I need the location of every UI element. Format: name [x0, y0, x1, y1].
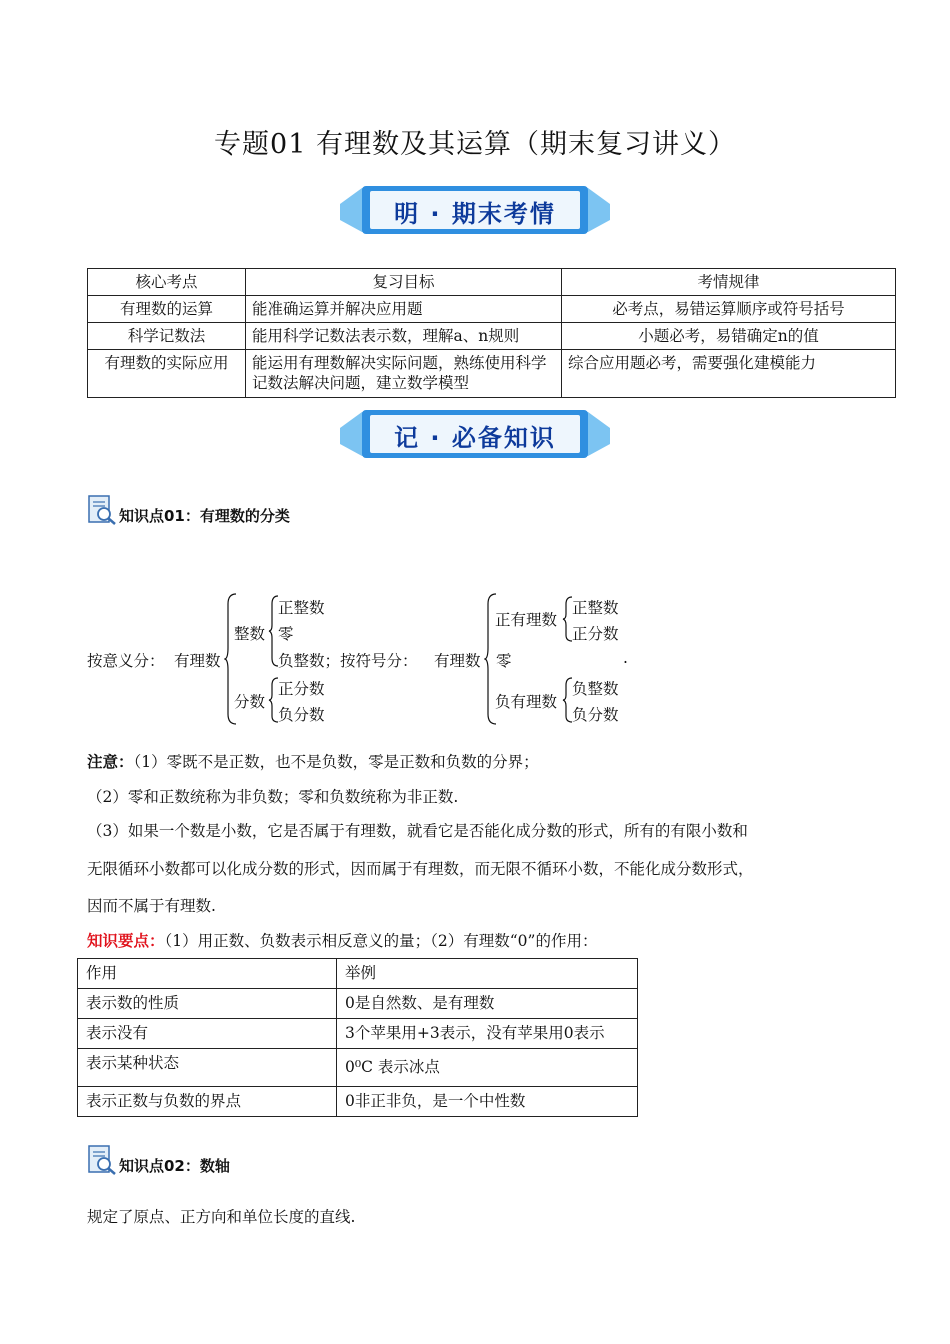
table-cell: 0⁰C 表示冰点	[337, 1049, 638, 1087]
negative-integer-label: 负整数；按符号分：	[278, 652, 418, 670]
rational-label-2: 有理数	[434, 652, 481, 670]
table-cell: 表示某种状态	[78, 1049, 337, 1087]
table-header: 核心考点	[88, 269, 246, 296]
positive-fraction-label: 正分数	[278, 680, 325, 698]
positive-rational-label: 正有理数	[495, 611, 558, 629]
section-banner-knowledge	[340, 406, 610, 462]
knowledge-point-title: 知识点01：有理数的分类	[119, 507, 290, 525]
table-cell: 3个苹果用+3表示，没有苹果用0表示	[337, 1019, 638, 1049]
table-cell: 能准确运算并解决应用题	[246, 296, 562, 323]
table-header: 举例	[337, 959, 638, 989]
table-cell: 能用科学记数法表示数，理解a、n规则	[246, 323, 562, 350]
number-line-definition: 规定了原点、正方向和单位长度的直线.	[87, 1208, 356, 1226]
note-line-1	[87, 750, 539, 772]
note-line-3: （3）如果一个数是小数，它是否属于有理数，就看它是否能化成分数的形式，所有的有限小数和	[87, 822, 748, 840]
table-cell: 能运用有理数解决实际问题，熟练使用科学记数法解决问题，建立数学模型	[246, 350, 562, 398]
table-header: 考情规律	[562, 269, 896, 296]
note-line-4: 无限循环小数都可以化成分数的形式，因而属于有理数，而无限不循环小数，不能化成分数形式，	[87, 860, 754, 878]
note-text: （1）零既不是正数，也不是负数，零是正数和负数的分界；	[133, 753, 539, 771]
table-cell: 0非正非负，是一个中性数	[337, 1087, 638, 1117]
negative-integer-label-2: 负整数	[572, 680, 619, 698]
table-header: 复习目标	[246, 269, 562, 296]
rational-label: 有理数	[174, 652, 221, 670]
banner-title: 明 · 期末考情	[394, 200, 556, 228]
key-points-line	[87, 929, 597, 951]
knowledge-point-heading	[87, 1142, 230, 1176]
key-points-label: 知识要点：	[87, 932, 165, 950]
integer-label: 整数	[234, 625, 266, 643]
table-cell: 表示没有	[78, 1019, 337, 1049]
table-cell: 表示正数与负数的界点	[78, 1087, 337, 1117]
positive-integer-label-2: 正整数	[572, 599, 619, 617]
table-cell: 有理数的实际应用	[88, 350, 246, 398]
book-magnifier-icon	[87, 494, 117, 526]
positive-integer-label: 正整数	[278, 599, 325, 617]
fraction-label: 分数	[234, 693, 266, 711]
table-cell: 小题必考，易错确定n的值	[562, 323, 896, 350]
zero-label-2: 零	[496, 652, 512, 670]
page-title: 专题01 有理数及其运算（期末复习讲义）	[214, 129, 736, 160]
table-cell: 必考点，易错运算顺序或符号括号	[562, 296, 896, 323]
zero-role-table	[77, 958, 638, 1117]
table-cell: 科学记数法	[88, 323, 246, 350]
table-cell: 表示数的性质	[78, 989, 337, 1019]
note-line-5: 因而不属于有理数.	[87, 897, 216, 915]
table-cell: 综合应用题必考，需要强化建模能力	[562, 350, 896, 398]
by-meaning-label: 按意义分：	[87, 652, 165, 670]
knowledge-point-title: 知识点02：数轴	[119, 1157, 230, 1175]
negative-fraction-label: 负分数	[278, 706, 325, 724]
positive-fraction-label-2: 正分数	[572, 625, 619, 643]
note-line-2: （2）零和正数统称为非负数；零和负数统称为非正数.	[87, 788, 459, 806]
note-label: 注意：	[87, 753, 134, 771]
table-cell: 有理数的运算	[88, 296, 246, 323]
table-cell: 0是自然数、是有理数	[337, 989, 638, 1019]
book-magnifier-icon	[87, 1144, 117, 1176]
end-period: .	[623, 649, 628, 667]
banner-title: 记 · 必备知识	[394, 424, 556, 452]
table-header: 作用	[78, 959, 337, 989]
knowledge-point-heading	[87, 492, 290, 526]
key-points-text: （1）用正数、负数表示相反意义的量；（2）有理数“0”的作用：	[164, 932, 598, 950]
negative-rational-label: 负有理数	[495, 693, 558, 711]
negative-fraction-label-2: 负分数	[572, 706, 619, 724]
exam-table	[87, 268, 896, 398]
zero-label: 零	[278, 625, 294, 643]
section-banner-exam	[340, 182, 610, 238]
